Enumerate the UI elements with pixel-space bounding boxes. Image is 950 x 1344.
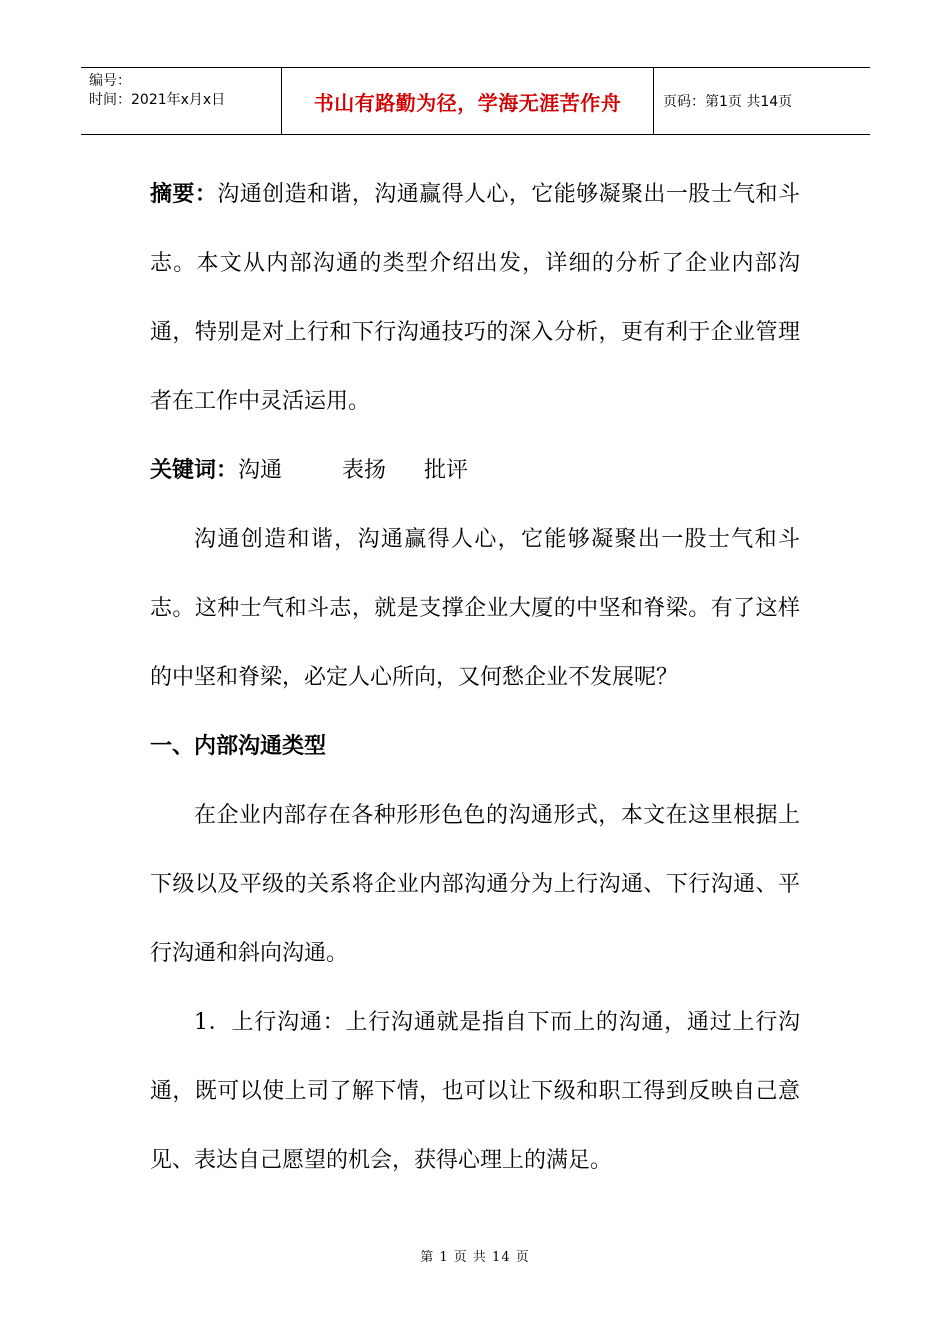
section-paragraph: 在企业内部存在各种形形色色的沟通形式，本文在这里根据上下级以及平级的关系将企业内部沟通分为上行沟通、下行沟通、平行沟通和斜向沟通。 bbox=[150, 803, 800, 966]
header-number-label: 编号： bbox=[89, 73, 131, 89]
header-time-label: 时间：2021年x月x日 bbox=[89, 92, 226, 108]
list-item-upward-communication: 1．上行沟通：上行沟通就是指自下而上的沟通，通过上行沟通，既可以使上司了解下情，也可以让下级和职工得到反映自己意见、表达自己愿望的机会，获得心理上的满足。 bbox=[150, 1010, 800, 1173]
header-meta-cell bbox=[81, 68, 282, 134]
keyword-item: 沟通 bbox=[238, 458, 283, 483]
header-motto: 书山有路勤为径，学海无涯苦作舟 bbox=[282, 68, 654, 134]
page-header bbox=[81, 67, 870, 135]
section-heading: 一、内部沟通类型 bbox=[150, 734, 327, 759]
keyword-item: 表扬 bbox=[342, 458, 387, 483]
document-body bbox=[150, 160, 800, 1195]
keywords-line bbox=[150, 436, 800, 505]
keyword-item: 批评 bbox=[424, 458, 469, 483]
keywords-label: 关键词： bbox=[150, 458, 239, 483]
intro-paragraph: 沟通创造和谐，沟通赢得人心，它能够凝聚出一股士气和斗志。这种士气和斗志，就是支撑企业大厦的中坚和脊梁。有了这样的中坚和脊梁，必定人心所向，又何愁企业不发展呢？ bbox=[150, 527, 800, 690]
abstract-label: 摘要： bbox=[150, 182, 218, 207]
abstract-paragraph bbox=[150, 160, 800, 436]
page-footer: 第 1 页 共 14 页 bbox=[420, 1250, 530, 1265]
abstract-text: 沟通创造和谐，沟通赢得人心，它能够凝聚出一股士气和斗志。本文从内部沟通的类型介绍出发，详细的分析了企业内部沟通，特别是对上行和下行沟通技巧的深入分析，更有利于企业管理者在工作中灵活运用。 bbox=[150, 182, 800, 414]
header-page-info: 页码：第1页 共14页 bbox=[663, 94, 793, 110]
